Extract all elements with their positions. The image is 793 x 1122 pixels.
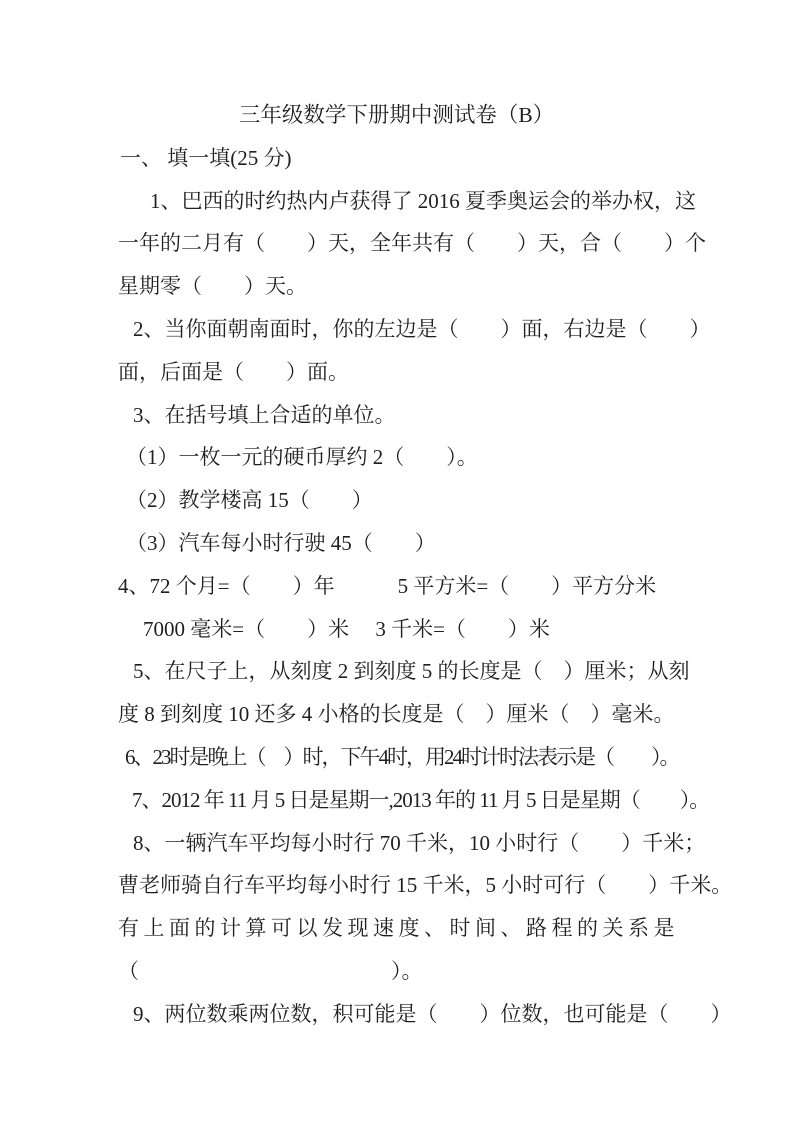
q3-heading: 3、在括号填上合适的单位。 — [133, 402, 396, 427]
q2-line-2: 面，后面是（ ）面。 — [118, 359, 349, 384]
q1-line-2: 一年的二月有（ ）天，全年共有（ ）天，合（ ）个 — [118, 231, 706, 256]
q4-line-2: 7000 毫米=（ ）米 3 千米=（ ）米 — [143, 616, 550, 641]
document-title: 三年级数学下册期中测试卷（B） — [238, 103, 555, 127]
q4-line-1: 4、72 个月=（ ）年 5 平方米=（ ）平方分米 — [118, 573, 657, 598]
q8-line-3: 有上面的计算可以发现速度、时间、路程的关系是 — [118, 916, 679, 941]
q6-line: 6、23时是晚上（ ）时，下午4时，用24时计时法表示是（ ）。 — [125, 744, 679, 769]
q1-line-3: 星期零（ ）天。 — [118, 274, 307, 299]
q7-line: 7、2012 年 11 月 5 日是星期一,2013 年的 11 月 5 日是星期（ ）。 — [132, 787, 710, 812]
q8-line-2: 曹老师骑自行车平均每小时行 15 千米，5 小时可行（ ）千米。 — [118, 873, 733, 898]
q5-line-2: 度 8 到刻度 10 还多 4 小格的长度是（ ）厘米（ ）毫米。 — [118, 702, 675, 727]
q3-item-3: （3）汽车每小时行驶 45（ ） — [126, 530, 436, 555]
q2-line-1: 2、当你面朝南面时，你的左边是（ ）面，右边是（ ） — [133, 316, 711, 341]
section-heading: 一、 填一填(25 分) — [120, 145, 292, 170]
q1-line-1: 1、巴西的时约热内卢获得了 2016 夏季奥运会的举办权，这 — [150, 188, 696, 213]
q5-line-1: 5、在尺子上，从刻度 2 到刻度 5 的长度是（ ）厘米；从刻 — [133, 659, 690, 684]
q3-item-2: （2）教学楼高 15（ ） — [126, 488, 373, 513]
q3-item-1: （1）一枚一元的硬币厚约 2（ ）。 — [126, 445, 478, 470]
q8-line-1: 8、一辆汽车平均每小时行 70 千米，10 小时行（ ）千米； — [133, 830, 706, 855]
q9-line: 9、两位数乘两位数，积可能是（ ）位数，也可能是（ ） — [133, 1001, 732, 1026]
document-body — [118, 94, 733, 1036]
q8-line-4: （ ）。 — [118, 958, 423, 983]
